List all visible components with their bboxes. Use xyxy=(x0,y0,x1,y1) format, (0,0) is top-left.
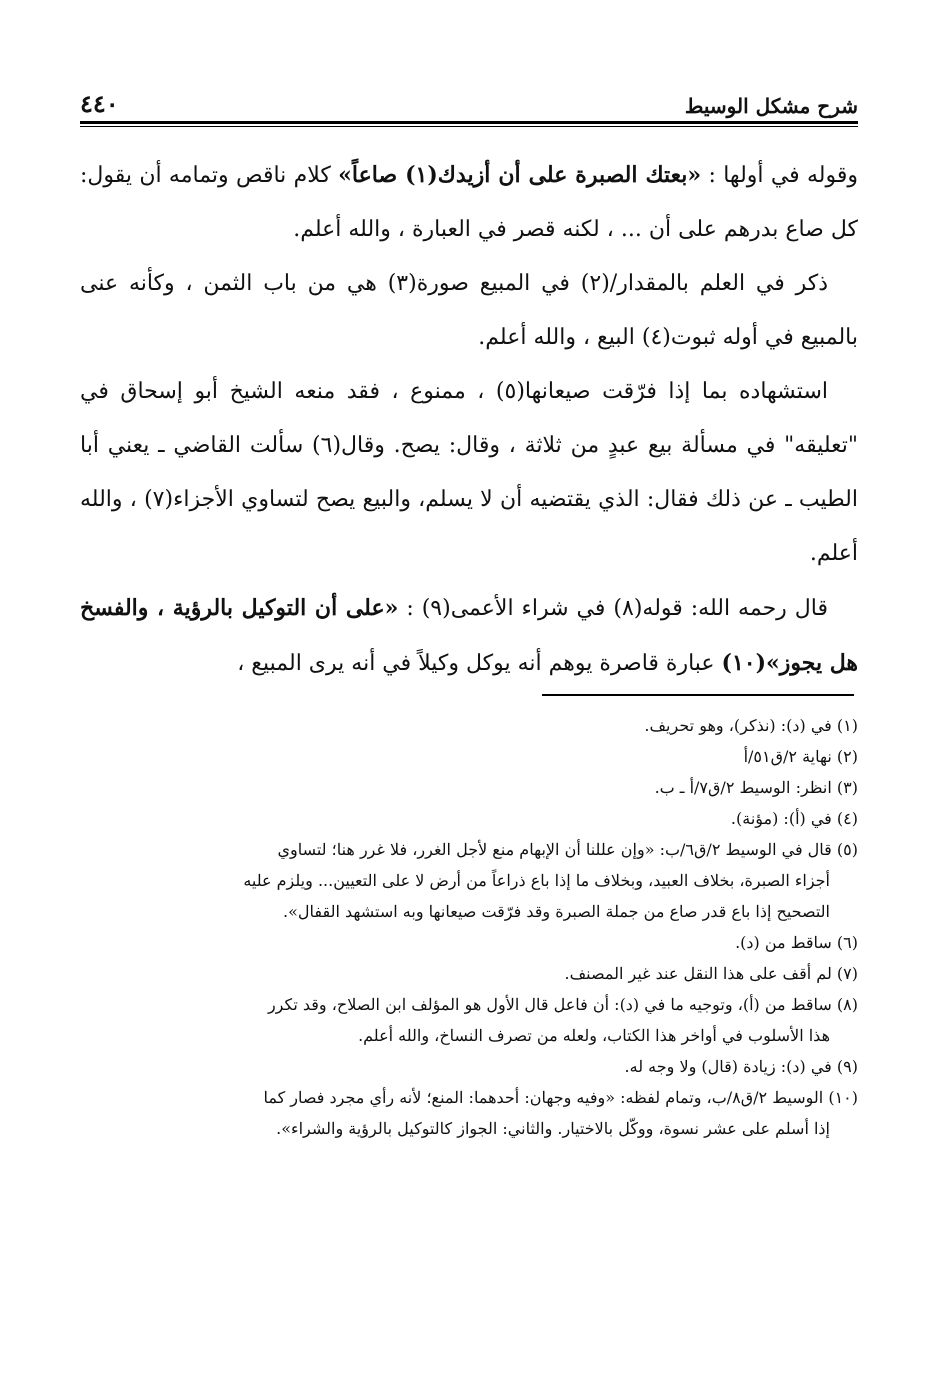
footnote-5-line-2: أجزاء الصبرة، بخلاف العبيد، وبخلاف ما إذا باع ذراعاً من أرض لا على التعيين... ويلزم عليه xyxy=(243,871,830,890)
paragraph-4-lead: قال رحمه الله: قوله(٨) في شراء الأعمى(٩) : xyxy=(398,596,828,621)
footnote-8-line-1: (٨) ساقط من (أ)، وتوجيه ما في (د): أن فاعل قال الأول هو المؤلف ابن الصلاح، وقد تكرر xyxy=(267,995,858,1014)
running-title: شرح مشكل الوسيط xyxy=(684,94,858,118)
footnote-1: (١) في (د): (نذكر)، وهو تحريف. xyxy=(644,716,858,735)
footnote-5-line-1: (٥) قال في الوسيط ٢/ق٦/ب: «وإن عللنا أن الإبهام منع لأجل الغرر، فلا غرر هنا؛ لتساوي xyxy=(277,840,858,859)
footnote-8-line-2: هذا الأسلوب في أواخر هذا الكتاب، ولعله من تصرف النساخ، والله أعلم. xyxy=(358,1026,830,1045)
footnote-4: (٤) في (أ): (مؤنة). xyxy=(730,809,858,828)
paragraph-3: استشهاده بما إذا فرّقت صيعانها(٥) ، ممنوع ، فقد منعه الشيخ أبو إسحاق في "تعليقه" في مسألة بيع عبدٍ من ثلاثة ، وقال: يصح. وقال(٦) سألت القاضي ـ يعني أبا الطيب ـ عن ذلك فقال: الذي يقتضيه أن لا يسلم، والبيع يصح لتساوي الأجزاء(٧) ، والله أعلم. xyxy=(80,379,858,566)
paragraph-4-quote: «على أن التوكيل بالرؤية ، والفسخ هل يجوز»(١٠) xyxy=(80,595,858,676)
footnote-3: (٣) انظر: الوسيط ٢/ق٧/أ ـ ب. xyxy=(654,778,858,797)
paragraph-1-rest: كلام ناقص وتمامه أن يقول: كل صاع بدرهم على أن ... ، لكنه قصر في العبارة ، والله أعلم. xyxy=(80,163,858,242)
footnote-10-line-2: إذا أسلم على عشر نسوة، ووكّل بالاختيار. والثاني: الجواز كالتوكيل بالرؤية والشراء». xyxy=(276,1119,830,1138)
footnote-9: (٩) في (د): زيادة (قال) ولا وجه له. xyxy=(624,1057,858,1076)
footnote-separator xyxy=(542,694,854,696)
footnote-2: (٢) نهاية ٢/ق٥١/أ xyxy=(743,747,858,766)
header-rule-thin xyxy=(80,126,858,127)
paragraph-1 xyxy=(80,148,858,257)
footnotes xyxy=(80,710,858,1144)
footnote-10-line-1: (١٠) الوسيط ٢/ق٨/ب، وتمام لفظه: «وفيه وجهان: أحدهما: المنع؛ لأنه رأي مجرد فصار كما xyxy=(263,1088,858,1107)
paragraph-1-lead: وقوله في أولها : xyxy=(701,163,859,188)
paragraph-4-rest: عبارة قاصرة يوهم أنه يوكل وكيلاً في أنه يرى المبيع ، xyxy=(237,651,722,676)
footnote-6: (٦) ساقط من (د). xyxy=(735,933,858,952)
main-text xyxy=(80,148,858,691)
paragraph-4 xyxy=(80,581,858,691)
page-number: ٤٤٠ xyxy=(80,89,119,118)
paragraph-1-quote: «بعتك الصبرة على أن أزيدك(١) صاعاً» xyxy=(338,162,702,188)
footnote-5-line-3: التصحيح إذا باع قدر صاع من جملة الصبرة وقد فرّقت صيعانها وبه استشهد القفال». xyxy=(283,902,830,921)
footnote-7: (٧) لم أقف على هذا النقل عند غير المصنف. xyxy=(564,964,858,983)
paragraph-2: ذكر في العلم بالمقدار/(٢) في المبيع صورة(٣) هي من باب الثمن ، وكأنه عنى بالمبيع في أوله ثبوت(٤) البيع ، والله أعلم. xyxy=(80,271,858,350)
header-rule-thick xyxy=(80,121,858,124)
page-header xyxy=(80,88,858,118)
